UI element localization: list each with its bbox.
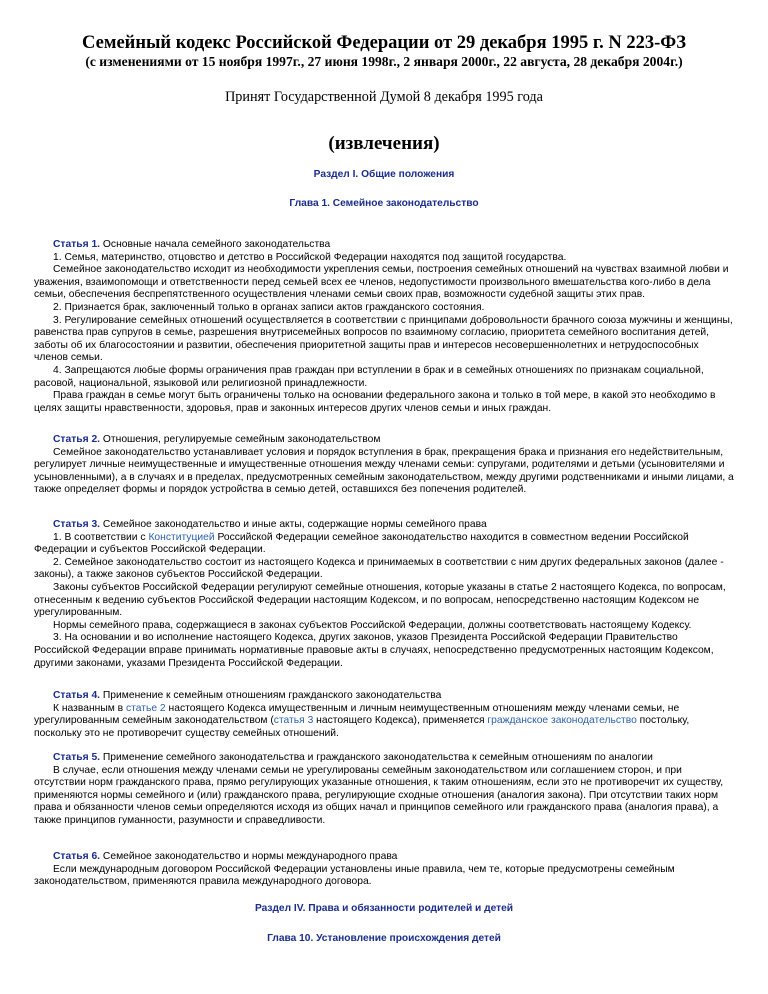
excerpt-heading: (извлечения) [328, 133, 440, 154]
paragraph: В случае, если отношения между членами семьи не урегулированы семейным законодательством или соглашением сторон, и при отсутствии норм гражданского права, прямо регулирующих указанные отношения, к таким отношениям, если это не противоречит их существу, применяются нормы семейного и (или) гражданского права, регулирующие сходные отношения (аналогия закона). При отсутствии таких норм права и обязанности членов семьи определяются исходя из общих начал и принципов семейного или гражданского права (аналогия права), а также принципов гуманности, разумности и справедливости. [34, 764, 724, 826]
article-title: Основные начала семейного законодательства [100, 239, 331, 250]
paragraph: Нормы семейного права, содержащиеся в законах субъектов Российской Федерации, должны соответствовать настоящему Кодексу. [53, 619, 692, 631]
paragraph: 4. Запрещаются любые формы ограничения прав граждан при вступлении в брак и в семейных отношениях по признакам социальной, расовой, национальной, языковой или религиозной принадлежности. [34, 364, 704, 389]
article-1 [34, 239, 734, 415]
article-2 [34, 434, 734, 497]
paragraph [34, 703, 734, 741]
paragraph: Права граждан в семье могут быть ограничены только на основании федерального закона и только в той мере, в какой это необходимо в целях защиты нравственности, здоровья, прав и законных интересов других членов семьи и иных граждан. [34, 390, 716, 414]
chapter-heading: Глава 1. Семейное законодательство [289, 198, 479, 209]
article-title: Семейное законодательство и нормы международного права [100, 851, 398, 862]
article-6 [34, 851, 734, 889]
article-label: Статья 1. [53, 239, 101, 250]
chapter-heading: Глава 10. Установление происхождения детей [267, 933, 501, 944]
document-title: Семейный кодекс Российской Федерации от 29 декабря 1995 г. N 223-ФЗ [82, 33, 686, 53]
article-label: Статья 3. [53, 519, 101, 530]
article-5 [34, 752, 734, 828]
paragraph: 2. Признается брак, заключенный только в органах записи актов гражданского состояния. [53, 301, 485, 313]
article-3-link[interactable]: статья 3 [273, 715, 314, 727]
article-label: Статья 4. [53, 690, 101, 701]
section-heading: Раздел IV. Права и обязанности родителей и детей [254, 903, 514, 914]
paragraph-text: Российской Федерации семейное законодательство находится в совместном ведении Российской Федерации и субъектов Российской Федерации. [34, 531, 689, 556]
article-3 [34, 519, 734, 670]
paragraph-text: настоящего Кодекса имущественным и личным неимущественным отношениям между членами семьи, не урегулированным семейным законодательством ( [34, 702, 680, 727]
paragraph [34, 532, 734, 557]
paragraph: Семейное законодательство устанавливает условия и порядок вступления в брак, прекращения брака и признания его недействительным, регулирует личные неимущественные и имущественные отношения между членами семьи: супругами, родителями и детьми (усыновителями и усыновленными), а в случаях и в пределах, предусмотренных семейным законодательством, между другими родственниками и иными лицами, а также определяет формы и порядок устройства в семью детей, оставшихся без попечения родителей. [34, 446, 734, 496]
amendments-line: (с изменениями от 15 ноября 1997г., 27 июня 1998г., 2 января 2000г., 22 августа, 28 декабря 2004г.) [85, 54, 683, 69]
paragraph: 1. Семья, материнство, отцовство и детство в Российской Федерации находятся под защитой государства. [53, 251, 567, 263]
civil-law-link[interactable]: гражданское законодательство [487, 715, 637, 727]
paragraph: 3. Регулирование семейных отношений осуществляется в соответствии с принципами добровольности брачного союза мужчины и женщины, равенства прав супругов в семье, разрешения внутрисемейных вопросов по взаимному согласию, приоритета семейного воспитания детей, заботы об их благосостоянии и развитии, обеспечения приоритетной защиты прав и интересов несовершеннолетних и нетрудоспособных членов семьи. [34, 314, 733, 364]
article-title: Применение семейного законодательства и гражданского законодательства к семейным отношениям по аналогии [100, 752, 653, 763]
adopted-line: Принят Государственной Думой 8 декабря 1995 года [225, 89, 543, 105]
constitution-link[interactable]: Конституцией [148, 531, 215, 543]
article-2-link[interactable]: статье 2 [126, 702, 166, 714]
paragraph: Законы субъектов Российской Федерации регулируют семейные отношения, которые указаны в статье 2 настоящего Кодекса, по вопросам, отнесенным к ведению субъектов Российской Федерации настоящим Кодексом, и по вопросам, непосредственно настоящим Кодексом не урегулированным. [34, 581, 726, 619]
paragraph-text: настоящего Кодекса), применяется [313, 715, 488, 727]
article-title: Семейное законодательство и иные акты, содержащие нормы семейного права [100, 519, 487, 530]
paragraph: Если международным договором Российской Федерации установлены иные правила, чем те, которые предусмотрены семейным законодательством, применяются правила международного договора. [34, 863, 675, 888]
paragraph-text: К названным в [53, 702, 127, 714]
article-label: Статья 5. [53, 752, 101, 763]
article-4 [34, 690, 734, 740]
paragraph: 3. На основании и во исполнение настоящего Кодекса, других законов, указов Президента Российской Федерации Правительство Российской Федерации вправе принимать нормативные правовые акты в случаях, непосредственно предусмотренных настоящим Кодексом, другими законами, указами Президента Российской Федерации. [34, 632, 714, 669]
article-title: Применение к семейным отношениям гражданского законодательства [100, 690, 442, 701]
paragraph-text: 1. В соответствии с [53, 531, 149, 543]
article-title: Отношения, регулируемые семейным законодательством [100, 434, 381, 445]
paragraph: 2. Семейное законодательство состоит из настоящего Кодекса и принимаемых в соответствии с ним других федеральных законов (далее - законы), а также законов субъектов Российской Федерации. [34, 556, 724, 581]
paragraph-text: постольку, поскольку это не противоречит существу семейных отношений. [34, 715, 690, 739]
paragraph: Семейное законодательство исходит из необходимости укрепления семьи, построения семейных отношений на чувствах взаимной любви и уважения, взаимопомощи и ответственности перед семьей всех ее членов, недопустимости произвольного вмешательства кого-либо в дела семьи, обеспечения беспрепятственного осуществления членами семьи своих прав, возможности судебной защиты этих прав. [34, 264, 729, 301]
section-heading: Раздел I. Общие положения [313, 169, 455, 180]
article-label: Статья 6. [53, 851, 101, 862]
article-label: Статья 2. [53, 434, 101, 445]
